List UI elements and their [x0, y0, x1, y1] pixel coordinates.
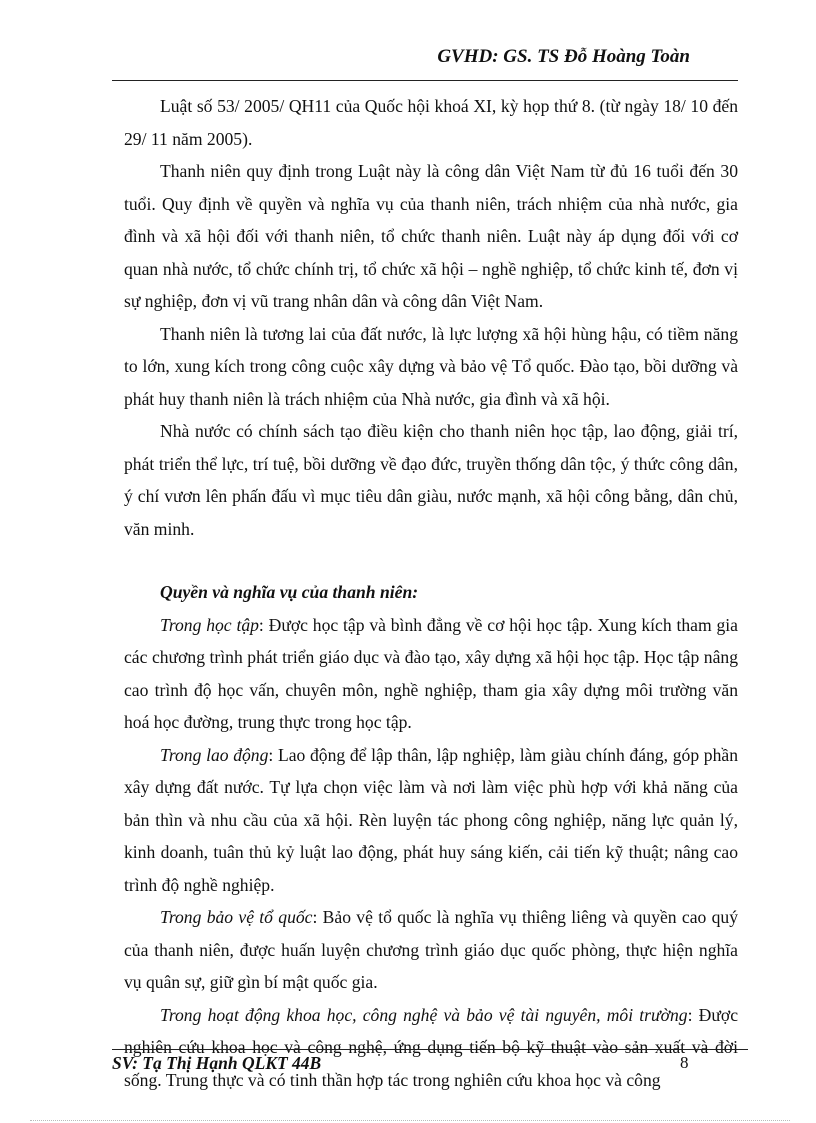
page-footer: SV: Tạ Thị Hạnh QLKT 44B: [112, 1053, 322, 1073]
science-lead: Trong hoạt động khoa học, công nghệ và bảo vệ tài nguyên, môi trường: [160, 1004, 688, 1025]
science-text: : Được nghiên cứu khoa học và công nghệ, ứng dụng tiến bộ kỹ thuật vào sản xuất và đời sống. Trung thực và có tinh thần hợp tác trong nghiên cứu khoa học và công: [124, 1004, 739, 1090]
footer-divider: [112, 1049, 748, 1050]
paragraph-law-reference: Luật số 53/ 2005/ QH11 của Quốc hội khoá XI, kỳ họp thứ 8. (từ ngày 18/ 10 đến 29/ 11 năm 2005).: [124, 96, 738, 149]
paragraph-learning: [124, 609, 738, 739]
defense-text: : Bảo vệ tổ quốc là nghĩa vụ thiêng liêng và quyền cao quý của thanh niên, được huấn luyện chương trình giáo dục quốc phòng, thực hiện nghĩa vụ quân sự, giữ gìn bí mật quốc gia.: [124, 907, 738, 992]
section-heading: Quyền và nghĩa vụ của thanh niên:: [160, 582, 419, 602]
defense-lead: Trong bảo vệ tổ quốc: [160, 907, 313, 927]
paragraph-youth-future: Thanh niên là tương lai của đất nước, là lực lượng xã hội hùng hậu, có tiềm năng to lớn, xung kích trong công cuộc xây dựng và bảo vệ Tổ quốc. Đào tạo, bồi dưỡng và phát huy thanh niên là trách nhiệm của Nhà nước, gia đình và xã hội.: [124, 323, 738, 409]
paragraph-state-policy: Nhà nước có chính sách tạo điều kiện cho thanh niên học tập, lao động, giải trí, phát triển thể lực, trí tuệ, bồi dưỡng về đạo đức, truyền thống dân tộc, ý thức công dân, ý chí vươn lên phấn đấu vì mục tiêu dân giàu, nước mạnh, xã hội công bằng, dân chủ, văn minh.: [124, 421, 738, 539]
paragraph-labour: [124, 739, 738, 902]
page-number: 8: [680, 1053, 689, 1072]
learning-lead: Trong học tập: [160, 614, 259, 635]
document-body: [124, 90, 738, 1096]
page-edge-dots: [30, 1120, 790, 1121]
header-divider: [112, 80, 738, 81]
learning-text: : Được học tập và bình đẳng về cơ hội học tập. Xung kích tham gia các chương trình phát triển giáo dục và đào tạo, xây dựng xã hội học tập. Học tập nâng cao trình độ học vấn, chuyên môn, nghề nghiệp, tham gia xây dựng môi trường văn hoá học đường, trung thực trong học tập.: [124, 614, 738, 732]
paragraph-youth-definition: Thanh niên quy định trong Luật này là công dân Việt Nam từ đủ 16 tuổi đến 30 tuổi. Quy định về quyền và nghĩa vụ của thanh niên, trách nhiệm của nhà nước, gia đình và xã hội đối với thanh niên, tổ chức thanh niên. Luật này áp dụng đối với cơ quan nhà nước, tổ chức chính trị, tổ chức xã hội – nghề nghiệp, tổ chức kinh tế, đơn vị sự nghiệp, đơn vị vũ trang nhân dân và công dân Việt Nam.: [124, 161, 738, 311]
labour-lead: Trong lao động: [160, 744, 269, 765]
labour-text: : Lao động để lập thân, lập nghiệp, làm giàu chính đáng, góp phần xây dựng đất nước. Tự lựa chọn việc làm và nơi làm việc phù hợp với khả năng của bản thìn và nhu cầu của xã hội. Rèn luyện tác phong công nghiệp, năng lực quản lý, kinh doanh, tuân thủ kỷ luật lao động, phát huy sáng kiến, cải tiến kỹ thuật; nâng cao trình độ nghề nghiệp.: [124, 744, 738, 895]
paragraph-science: [124, 999, 738, 1097]
paragraph-defense: [124, 901, 738, 999]
page-header: GVHD: GS. TS Đỗ Hoàng Toàn: [437, 46, 690, 67]
